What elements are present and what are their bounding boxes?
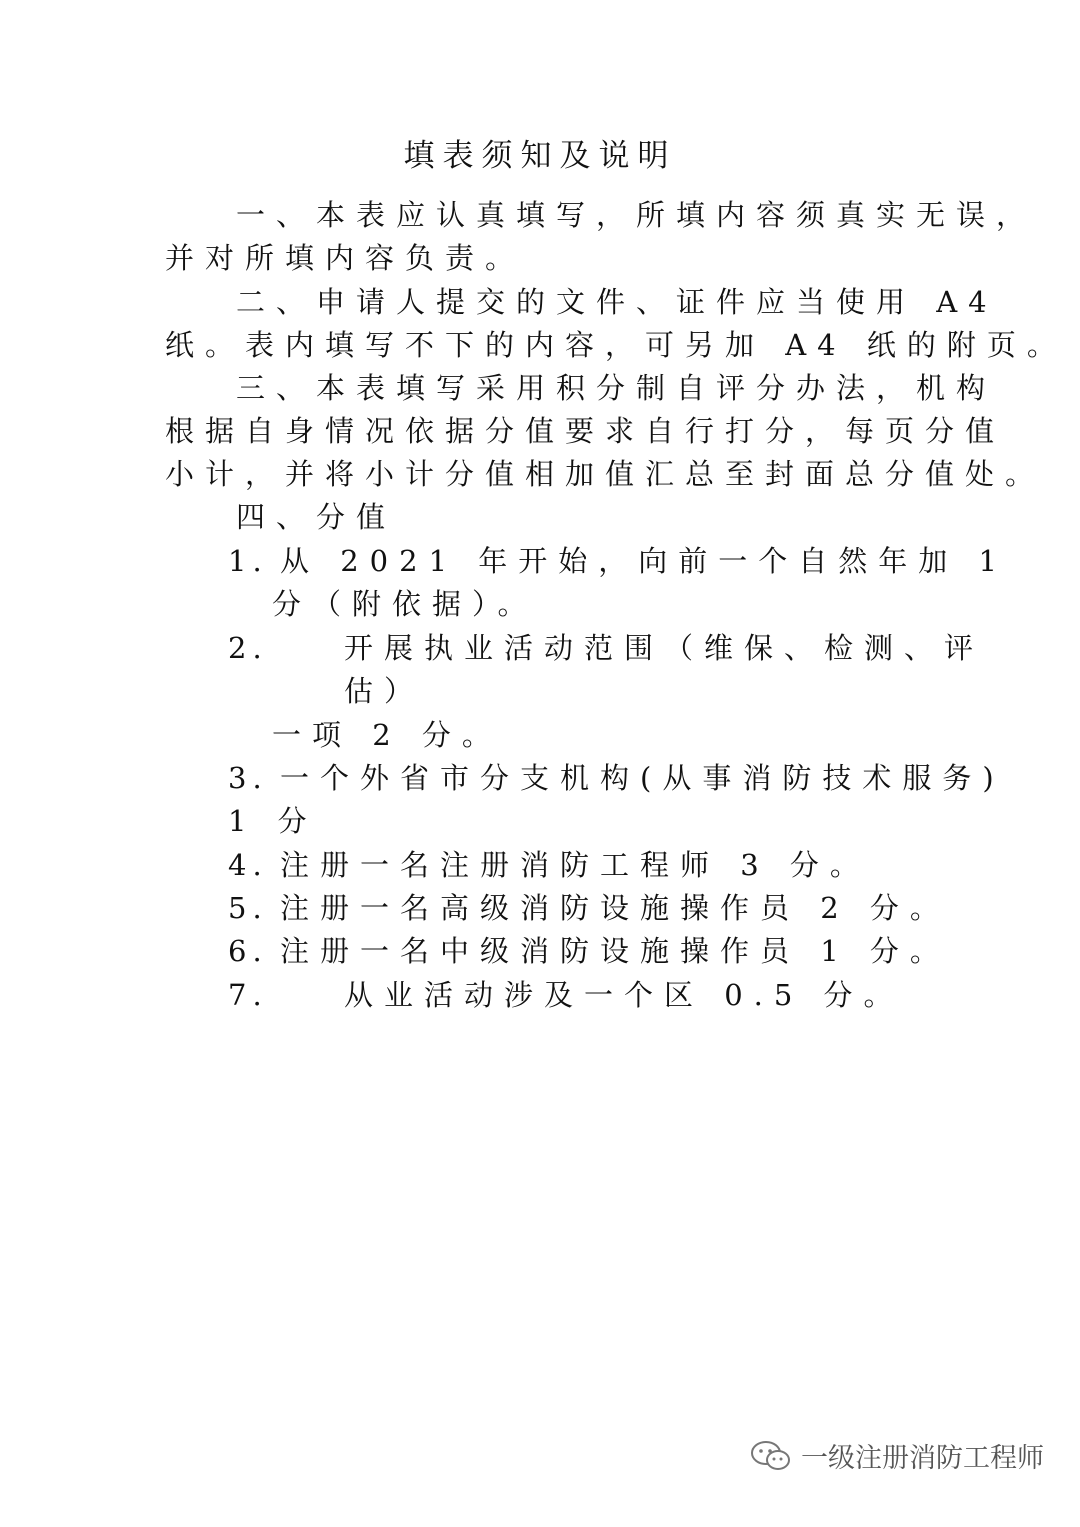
item-number: 5. <box>228 891 268 925</box>
item-number: 1. <box>228 544 268 578</box>
item-number: 4. <box>228 848 268 882</box>
item-2-line1: 开展执业活动范围（维保、检测、评 <box>344 631 985 665</box>
wechat-icon <box>749 1439 793 1473</box>
item-number: 6. <box>228 934 268 968</box>
para3-line2: 根据自身情况依据分值要求自行打分，每页分值 <box>165 414 1006 448</box>
document-title: 填表须知及说明 <box>403 138 677 174</box>
para3-line1: 三、本表填写采用积分制自评分办法，机构 <box>236 371 997 405</box>
item-2-line2: 估） <box>344 674 425 708</box>
para2-line1: 二、申请人提交的文件、证件应当使用 A4 <box>236 285 998 319</box>
para2-line2: 纸。表内填写不下的内容，可另加 A4 纸的附页。 <box>165 328 1067 362</box>
watermark-text: 一级注册消防工程师 <box>801 1443 1044 1474</box>
para1-line1: 一、本表应认真填写，所填内容须真实无误， <box>236 198 1037 232</box>
item-1-line1: 从 2021 年开始，向前一个自然年加 1 <box>280 544 1008 578</box>
item-3-line1: 一个外省市分支机构(从事消防技术服务) <box>280 761 1005 795</box>
watermark <box>749 1436 1044 1475</box>
item-4-line1: 注册一名注册消防工程师 3 分。 <box>280 848 870 882</box>
item-2-line3: 一项 2 分。 <box>272 718 502 752</box>
item-3-line2: 1 分 <box>228 804 318 838</box>
item-1-line2: 分（附依据）。 <box>272 587 538 621</box>
item-6-line1: 注册一名中级消防设施操作员 1 分。 <box>280 934 950 968</box>
item-5-line1: 注册一名高级消防设施操作员 2 分。 <box>280 891 950 925</box>
para1-line2: 并对所填内容负责。 <box>165 241 526 275</box>
item-7-line1: 从业活动涉及一个区 0.5 分。 <box>344 978 904 1012</box>
para4-heading: 四、分值 <box>236 500 397 534</box>
item-number: 3. <box>228 761 268 795</box>
para3-line3: 小计，并将小计分值相加值汇总至封面总分值处。 <box>165 457 1046 491</box>
item-number: 2. <box>228 631 268 665</box>
item-number: 7. <box>228 978 268 1012</box>
